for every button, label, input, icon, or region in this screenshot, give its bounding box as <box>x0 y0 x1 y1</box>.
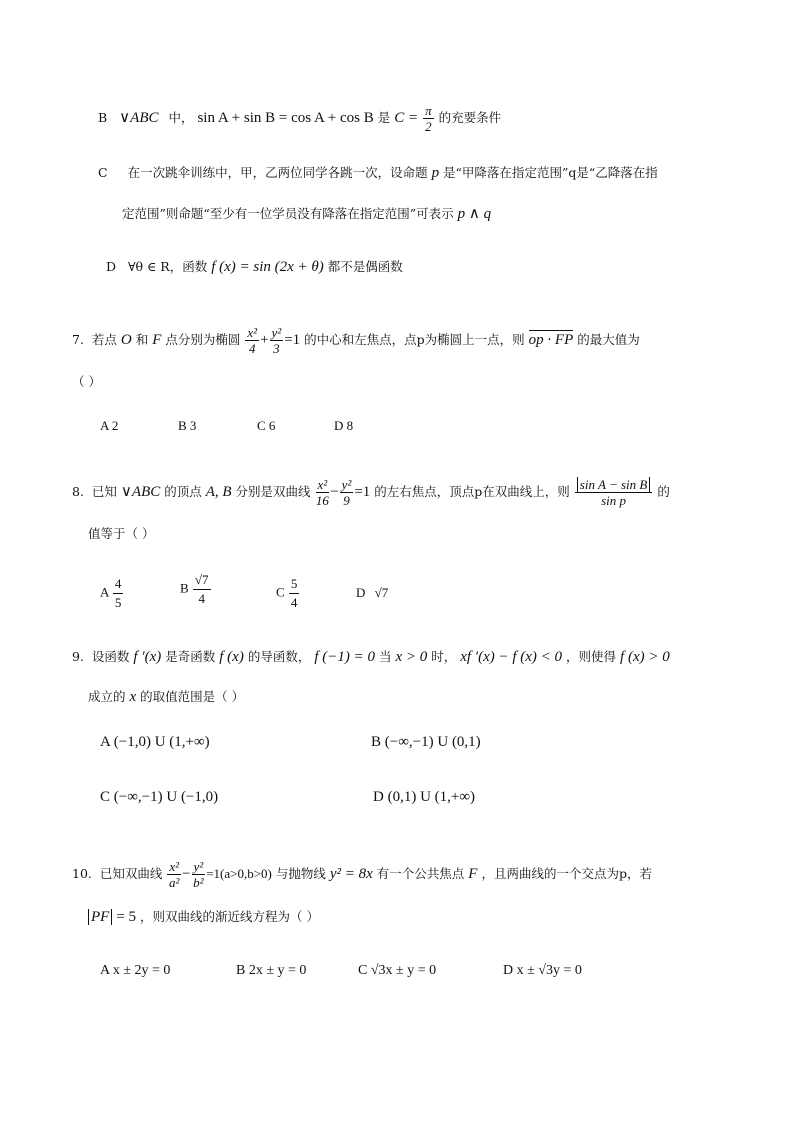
q10-line2-text: ，则双曲线的渐近线方程为（ ） <box>140 909 319 924</box>
q6-b-fraction <box>423 104 434 133</box>
q8-frac1-num: x² <box>317 477 328 492</box>
q9-line2b: 的取值范围是（ ） <box>140 689 245 704</box>
q8-b-label: B <box>180 580 189 596</box>
q7-option-a: A 2 <box>100 418 119 433</box>
q9-text2: 是奇函数 <box>165 649 216 664</box>
q8-a-frac <box>113 576 124 611</box>
q8-stem <box>72 478 670 507</box>
q10-minus: − <box>182 866 191 882</box>
q9-option-c: C (−∞,−1) U (−1,0) <box>100 789 219 805</box>
q9-cond1: f (−1) = 0 <box>314 649 375 665</box>
q10-text4: ，且两曲线的一个交点为p，若 <box>481 866 652 881</box>
q10-frac1 <box>167 860 181 889</box>
q7-frac2-den: 3 <box>273 341 280 356</box>
q9-text5: 时， <box>431 649 457 664</box>
q9-stem <box>72 650 670 665</box>
q6-b-text2: 是 <box>377 110 391 125</box>
q10-frac1-num: x² <box>169 859 180 874</box>
q8-text5: 的 <box>657 484 670 499</box>
q9-text6: ，则使得 <box>566 649 617 664</box>
q10-option-d: D x ± √3y = 0 <box>503 963 582 978</box>
q10-frac2-num: y² <box>193 859 204 874</box>
q7-option-d: D 8 <box>334 418 354 433</box>
q7-option-c: C 6 <box>257 418 276 433</box>
q9-text1: 设函数 <box>91 649 130 664</box>
q10-text2: 与抛物线 <box>275 866 326 881</box>
q6-c-text3: 定范围”则命题“至少有一位学员没有降落在指定范围”可表示 <box>122 206 454 221</box>
q10-option-a: A x ± 2y = 0 <box>100 963 171 978</box>
q8-d-label: D <box>356 585 366 600</box>
q8-minus: − <box>330 484 339 500</box>
q6-c-expr: p ∧ q <box>457 206 492 222</box>
q6-option-c-line2 <box>122 207 491 222</box>
q10-frac1-den: a² <box>169 875 180 890</box>
q7-frac2 <box>270 326 284 355</box>
q7-frac1-num: x² <box>247 325 258 340</box>
q8-option-d <box>356 585 388 601</box>
q6-b-triangle: ∨ABC <box>119 110 159 126</box>
q8-text4: 的左右焦点，顶点p在双曲线上，则 <box>374 484 570 499</box>
q10-option-b: B 2x ± y = 0 <box>236 963 307 978</box>
q10-line2 <box>88 910 319 925</box>
q8-frac2 <box>340 478 354 507</box>
q7-stem <box>72 326 640 355</box>
q9-cond4: f (x) > 0 <box>620 649 670 665</box>
q6-d-text2: 都不是偶函数 <box>327 259 403 274</box>
q7-text4: 的中心和左焦点，点p为椭圆上一点，则 <box>304 332 525 347</box>
q8-c-label: C <box>276 584 285 600</box>
q8-option-b <box>180 572 212 607</box>
q10-stem <box>72 860 652 889</box>
q8-c-num: 5 <box>289 576 300 594</box>
q8-ratio <box>575 478 653 507</box>
q6-b-text1: 中， <box>168 110 194 125</box>
q6-c-label: C <box>98 165 108 180</box>
q9-fx: f (x) <box>219 649 244 665</box>
q8-b-frac <box>193 572 211 607</box>
q10-pf: PF <box>88 909 112 925</box>
q6-option-d <box>106 260 403 275</box>
q8-d-value: √7 <box>374 585 389 600</box>
q8-triangle: ∨ABC <box>120 484 161 500</box>
q6-b-c: C = <box>394 110 419 126</box>
q8-c-frac <box>289 576 300 611</box>
q9-number: 9. <box>72 649 84 664</box>
q8-frac2-num: y² <box>341 477 352 492</box>
q10-option-c: C √3x ± y = 0 <box>358 963 437 978</box>
q10-pf-eq: = 5 <box>116 909 137 925</box>
q9-cond2: x > 0 <box>395 649 428 665</box>
q8-number: 8. <box>72 484 84 499</box>
q6-b-frac-num: π <box>425 103 432 118</box>
q9-x: x <box>129 689 137 705</box>
q9-option-d: D (0,1) U (1,+∞) <box>373 789 476 805</box>
q8-eq: =1 <box>354 484 371 500</box>
q7-frac1-den: 4 <box>248 341 256 356</box>
q7-frac2-num: y² <box>271 325 282 340</box>
q10-frac2-den: b² <box>193 875 204 890</box>
q7-option-b: B 3 <box>178 418 197 433</box>
q6-c-text2: 是“甲降落在指定范围”q是“乙降落在指 <box>443 165 658 180</box>
q8-ratio-den: sin p <box>601 493 627 508</box>
q7-number: 7. <box>72 332 84 347</box>
q9-line2 <box>88 690 244 705</box>
q7-text2: 和 <box>135 332 149 347</box>
q9-fprime: f ′(x) <box>133 649 162 665</box>
q6-d-label: D <box>106 259 117 274</box>
q6-d-expr: f (x) = sin (2x + θ) <box>211 259 324 275</box>
q6-b-frac-den: 2 <box>425 119 432 134</box>
q8-a-den: 5 <box>114 595 122 610</box>
q8-b-num: √7 <box>193 572 211 590</box>
q8-text2: 的顶点 <box>164 484 202 499</box>
q10-text1: 已知双曲线 <box>99 866 163 881</box>
q6-d-text1: ∀θ ∈ R，函数 <box>128 259 208 274</box>
q6-option-c-line1 <box>98 166 658 181</box>
q10-frac2 <box>192 860 206 889</box>
q8-line2: 值等于（ ） <box>88 526 155 541</box>
q7-o: O <box>120 332 132 348</box>
q8-ratio-num: sin A − sin B <box>577 477 651 492</box>
q6-c-p: p <box>431 165 440 181</box>
q7-frac1 <box>245 326 259 355</box>
q8-frac1 <box>316 478 330 507</box>
q8-a-num: 4 <box>113 576 124 594</box>
q8-a-label: A <box>100 584 109 600</box>
q10-f: F <box>468 866 478 882</box>
q9-text4: 当 <box>378 649 392 664</box>
q7-text3: 点分别为椭圆 <box>165 332 241 347</box>
q10-text3: 有一个公共焦点 <box>376 866 465 881</box>
q8-text1: 已知 <box>91 484 117 499</box>
q8-c-den: 4 <box>290 595 298 610</box>
q9-option-a: A (−1,0) U (1,+∞) <box>100 734 210 750</box>
q9-option-b: B (−∞,−1) U (0,1) <box>371 734 481 750</box>
q6-c-text1: 在一次跳伞训练中，甲，乙两位同学各跳一次，设命题 <box>127 165 428 180</box>
q10-number: 10. <box>72 866 92 881</box>
q8-frac2-den: 9 <box>343 493 350 508</box>
q6-b-expr: sin A + sin B = cos A + cos B <box>197 110 374 126</box>
q9-cond3: xf ′(x) − f (x) < 0 <box>460 649 563 665</box>
q8-text3: 分别是双曲线 <box>235 484 311 499</box>
q6-option-b <box>98 104 501 133</box>
q7-f: F <box>152 332 162 348</box>
q7-paren: （ ） <box>72 374 101 389</box>
q10-eq: =1(a>0,b>0) <box>206 866 272 881</box>
q10-parabola: y² = 8x <box>329 866 373 882</box>
q8-option-a <box>100 576 124 611</box>
q8-ab: A, B <box>205 484 232 500</box>
q7-text1: 若点 <box>91 332 117 347</box>
q6-b-label: B <box>98 110 108 125</box>
q7-vector: op · FP <box>528 332 574 348</box>
q8-frac1-den: 16 <box>315 493 329 508</box>
q8-b-den: 4 <box>198 591 205 606</box>
q7-text5: 的最大值为 <box>577 332 640 347</box>
q9-text3: 的导函数， <box>247 649 311 664</box>
q8-option-c <box>276 576 300 611</box>
q9-line2a: 成立的 <box>88 689 126 704</box>
q7-plus: + <box>260 332 269 348</box>
q7-eq: =1 <box>284 332 301 348</box>
q6-b-text3: 的充要条件 <box>438 110 502 125</box>
